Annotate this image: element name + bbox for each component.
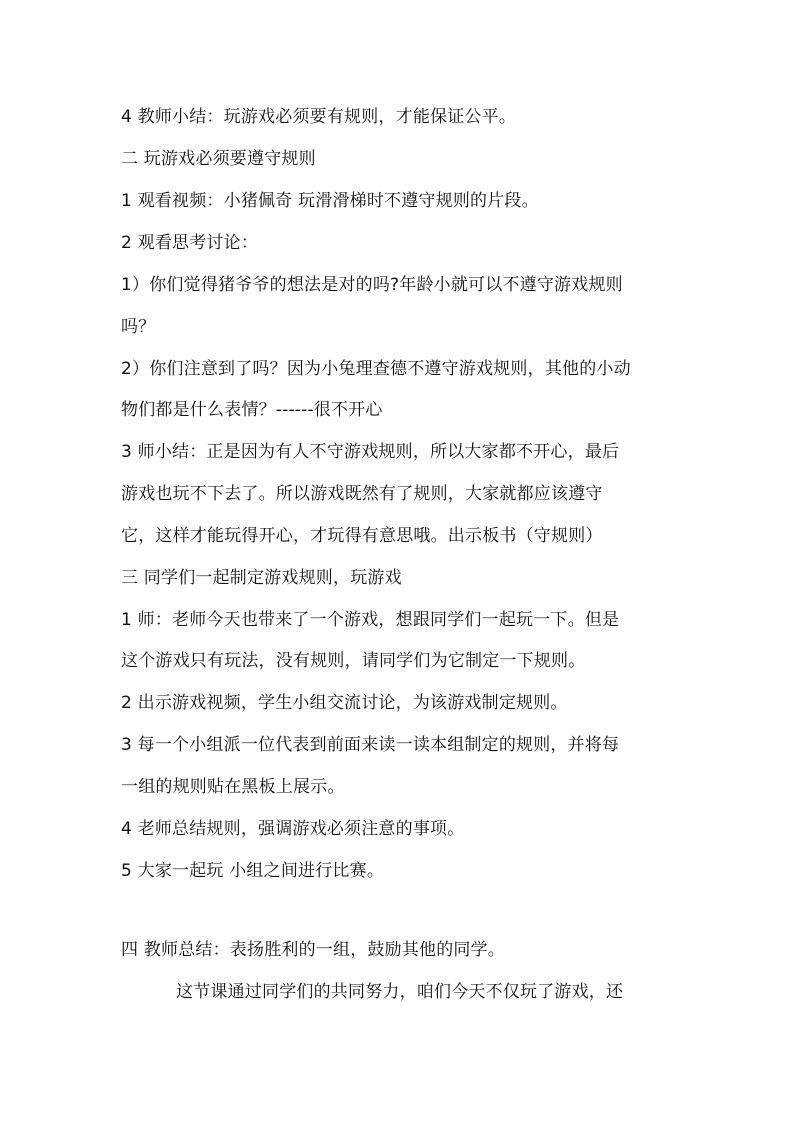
text-line: 这个游戏只有玩法，没有规则，请同学们为它制定一下规则。 — [121, 651, 586, 671]
text-line: 1 观看视频：小猪佩奇 玩滑滑梯时不遵守规则的片段。 — [121, 191, 539, 211]
section-heading: 三 同学们一起制定游戏规则，玩游戏 — [121, 568, 402, 588]
text-line: 它，这样才能玩得开心，才玩得有意思哦。出示板书（守规则） — [121, 526, 603, 546]
text-line: 4 教师小结：玩游戏必须要有规则，才能保证公平。 — [121, 107, 517, 127]
text-line: 2 出示游戏视频，学生小组交流讨论，为该游戏制定规则。 — [121, 693, 568, 713]
section-heading: 四 教师总结：表扬胜利的一组，鼓励其他的同学。 — [121, 940, 506, 960]
text-line: 4 老师总结规则，强调游戏必须注意的事项。 — [121, 819, 465, 839]
text-line: 2 观看思考讨论： — [121, 233, 259, 253]
text-line: 游戏也玩不下去了。所以游戏既然有了规则，大家就都应该遵守 — [121, 484, 603, 504]
text-line: 物们都是什么表情？------很不开心 — [121, 400, 383, 420]
text-line: 这节课通过同学们的共同努力，咱们今天不仅玩了游戏，还 — [176, 982, 624, 1002]
text-line: 3 每一个小组派一位代表到前面来读一读本组制定的规则，并将每 — [121, 735, 620, 755]
text-line: 3 师小结：正是因为有人不守游戏规则，所以大家都不开心，最后 — [121, 442, 620, 462]
text-line: 5 大家一起玩 小组之间进行比赛。 — [121, 861, 385, 881]
section-heading: 二 玩游戏必须要遵守规则 — [121, 149, 316, 169]
text-line: 一组的规则贴在黑板上展示。 — [121, 777, 345, 797]
text-line: 2）你们注意到了吗？因为小兔理查德不遵守游戏规则，其他的小动 — [121, 359, 631, 379]
text-line: 1 师：老师今天也带来了一个游戏，想跟同学们一起玩一下。但是 — [121, 610, 620, 630]
text-line: 吗？ — [121, 317, 156, 337]
text-line: 1）你们觉得猪爷爷的想法是对的吗?年龄小就可以不遵守游戏规则 — [121, 275, 623, 295]
